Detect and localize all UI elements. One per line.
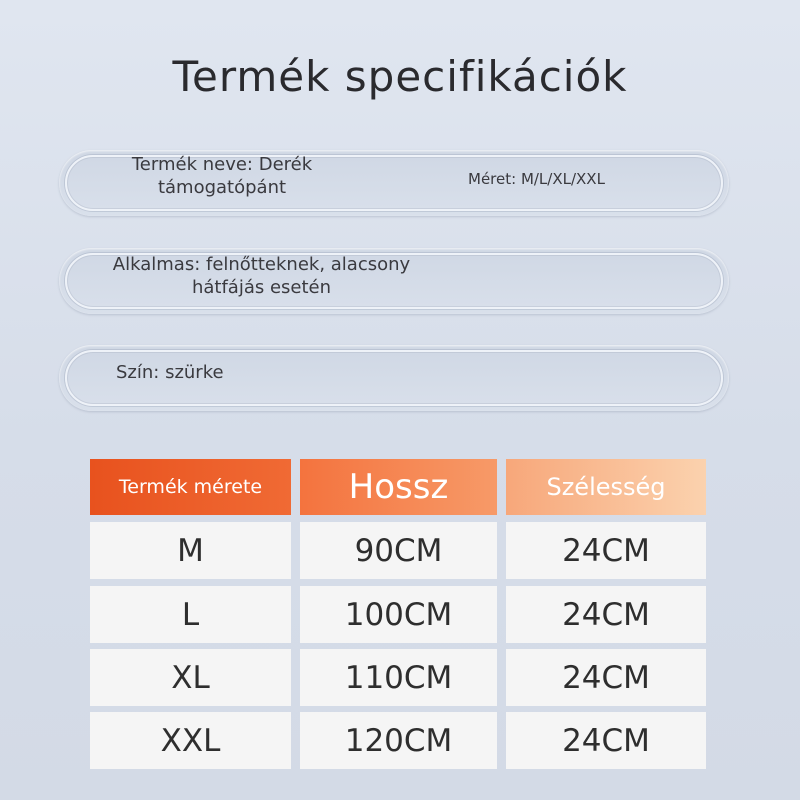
page-title: Termék specifikációk bbox=[172, 52, 628, 101]
product-name-text bbox=[112, 153, 332, 199]
table-cell-size: L bbox=[90, 586, 291, 643]
suitable-text bbox=[105, 253, 418, 299]
suitable-line-1: Alkalmas: felnőtteknek, alacsony bbox=[112, 254, 411, 275]
table-cell-width: 24CM bbox=[506, 712, 706, 769]
suitable-line-2: hátfájás esetén bbox=[191, 277, 332, 298]
table-cell-width: 24CM bbox=[506, 586, 706, 643]
product-size-text: Méret: M/L/XL/XXL bbox=[468, 170, 605, 188]
header-width: Szélesség bbox=[506, 459, 706, 515]
table-cell-size: XL bbox=[90, 649, 291, 706]
header-length: Hossz bbox=[300, 459, 497, 515]
product-name-line-1: Termék neve: Derék bbox=[131, 154, 313, 175]
table-cell-size: XXL bbox=[90, 712, 291, 769]
table-cell-length: 100CM bbox=[300, 586, 497, 643]
header-size: Termék mérete bbox=[90, 459, 291, 515]
table-cell-length: 90CM bbox=[300, 522, 497, 579]
color-text: Szín: szürke bbox=[116, 362, 224, 383]
table-cell-length: 120CM bbox=[300, 712, 497, 769]
table-cell-length: 110CM bbox=[300, 649, 497, 706]
product-name-line-2: támogatópánt bbox=[157, 177, 287, 198]
table-cell-size: M bbox=[90, 522, 291, 579]
table-cell-width: 24CM bbox=[506, 522, 706, 579]
table-cell-width: 24CM bbox=[506, 649, 706, 706]
